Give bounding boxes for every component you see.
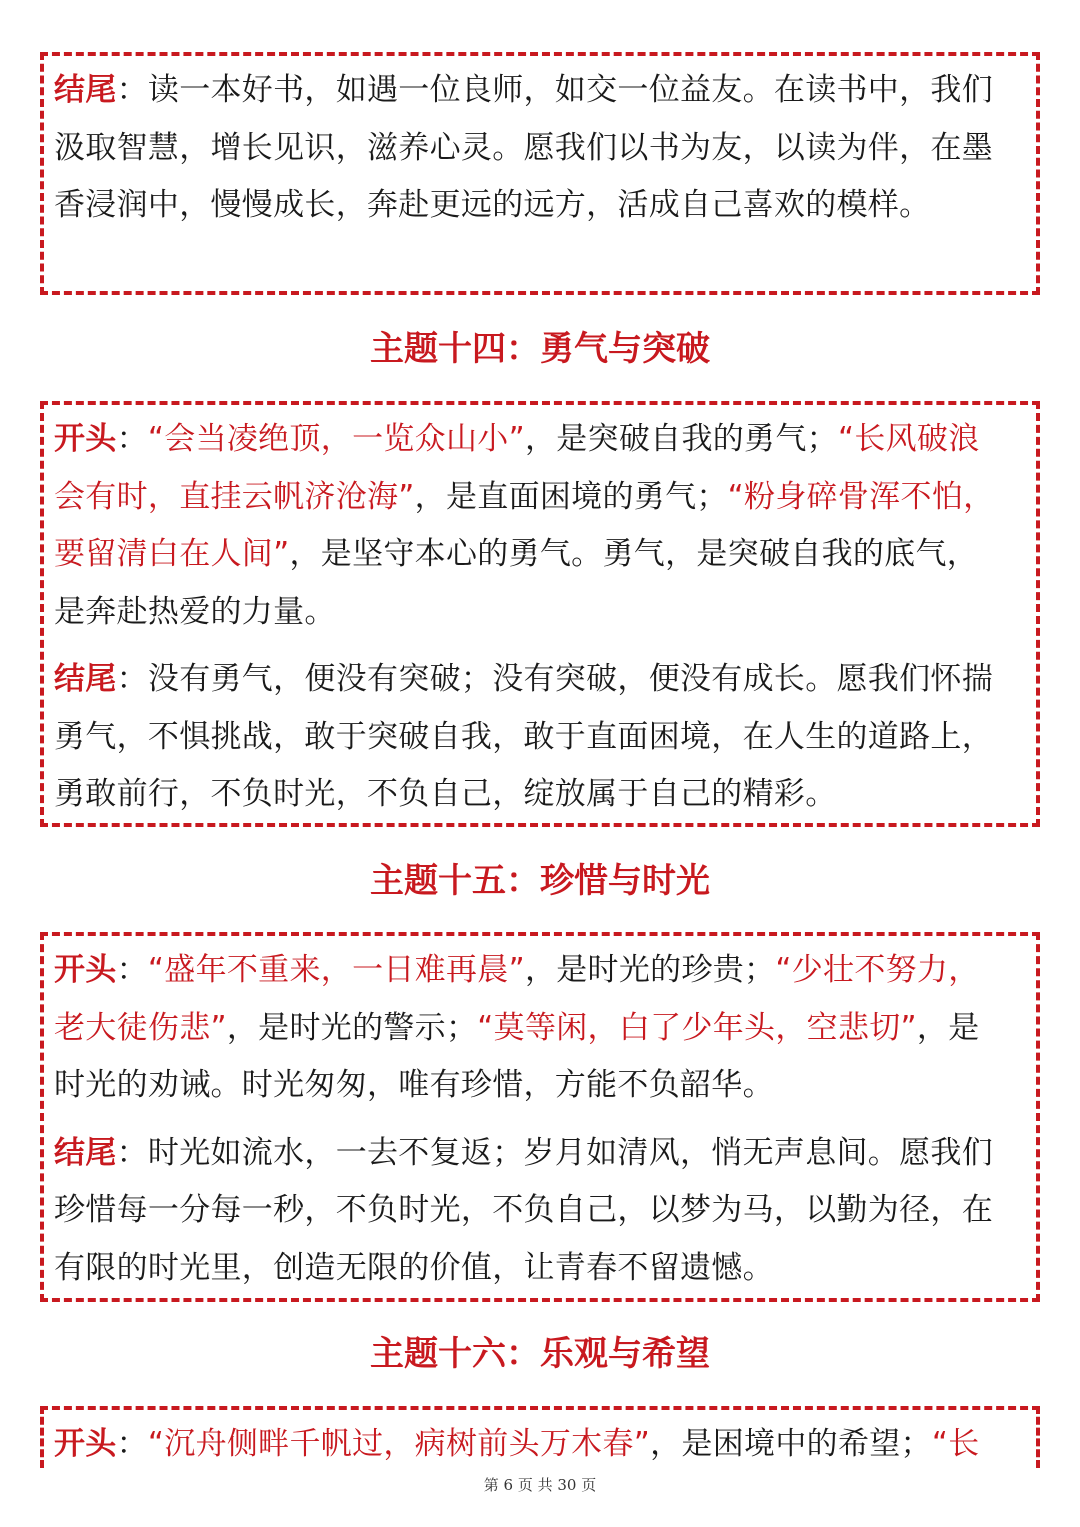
body-text: ，是时光的警示； (226, 1009, 478, 1046)
quote-text: “长 (931, 1426, 980, 1462)
body-text: ： (116, 952, 148, 988)
section16-title: 主题十六：乐观与希望 (370, 1334, 710, 1374)
quote-text: “粉身碎骨浑不怕，要留清白在人间” (54, 478, 995, 572)
body-text: ： (116, 421, 148, 457)
body-text: ，是困境中的希望； (650, 1426, 932, 1462)
quote-text: “沉舟侧畔千帆过，病树前头万木春” (147, 1426, 651, 1462)
section14-opening (54, 411, 1002, 641)
section16-opening (54, 1416, 1002, 1474)
section15-opening (54, 942, 1002, 1115)
para-label: 结尾 (54, 661, 117, 697)
section14-ending (54, 651, 1002, 824)
para-label: 结尾 (54, 1134, 117, 1171)
body-text: ，是时光的劝诫。时光匆匆，唯有珍惜，方能不负韶华。 (54, 1009, 980, 1103)
para-label: 开头 (54, 1426, 117, 1462)
section14-title: 主题十四：勇气与突破 (370, 329, 710, 369)
quote-text: “少壮不努力，老大徒伤悲” (54, 952, 980, 1046)
section15-ending (54, 1125, 1002, 1298)
section13-box (40, 52, 1040, 295)
body-text: ： (116, 1426, 148, 1462)
section15-title: 主题十五：珍惜与时光 (370, 861, 710, 901)
para-label: 结尾 (54, 72, 117, 108)
body-text: ，是突破自我的勇气； (524, 421, 838, 457)
section16-box (40, 1406, 1040, 1468)
section13-ending (54, 62, 1002, 235)
section15-box (40, 932, 1040, 1302)
body-text: ：时光如流水，一去不复返；岁月如清风，悄无声息间。愿我们珍惜每一分每一秒，不负时光，不负自己，以梦为马，以勤为径，在有限的时光里，创造无限的价值，让青春不留遗憾。 (54, 1134, 994, 1286)
quote-text: “会当凌绝顶，一览众山小” (147, 421, 525, 457)
quote-text: “长风破浪会有时，直挂云帆济沧海” (54, 421, 980, 515)
para-label: 开头 (54, 421, 117, 457)
quote-text: “莫等闲，白了少年头，空悲切” (477, 1009, 917, 1046)
quote-text: “盛年不重来，一日难再晨” (147, 952, 525, 988)
body-text: ：没有勇气，便没有突破；没有突破，便没有成长。愿我们怀揣勇气，不惧挑战，敢于突破自我，敢于直面困境，在人生的道路上，勇敢前行，不负时光，不负自己，绽放属于自己的精彩。 (54, 661, 994, 812)
body-text: ，是坚守本心的勇气。勇气，是突破自我的底气，是奔赴热爱的力量。 (54, 536, 979, 630)
body-text: ，是直面困境的勇气； (414, 478, 728, 515)
para-label: 开头 (54, 952, 117, 988)
page-footer: 第 6 页 共 30 页 (483, 1476, 597, 1494)
body-text: ：读一本好书，如遇一位良师，如交一位益友。在读书中，我们汲取智慧，增长见识，滋养心灵。愿我们以书为友，以读为伴，在墨香浸润中，慢慢成长，奔赴更远的远方，活成自己喜欢的模样。 (54, 72, 994, 223)
section14-box (40, 401, 1040, 827)
body-text: ，是时光的珍贵； (524, 952, 776, 988)
